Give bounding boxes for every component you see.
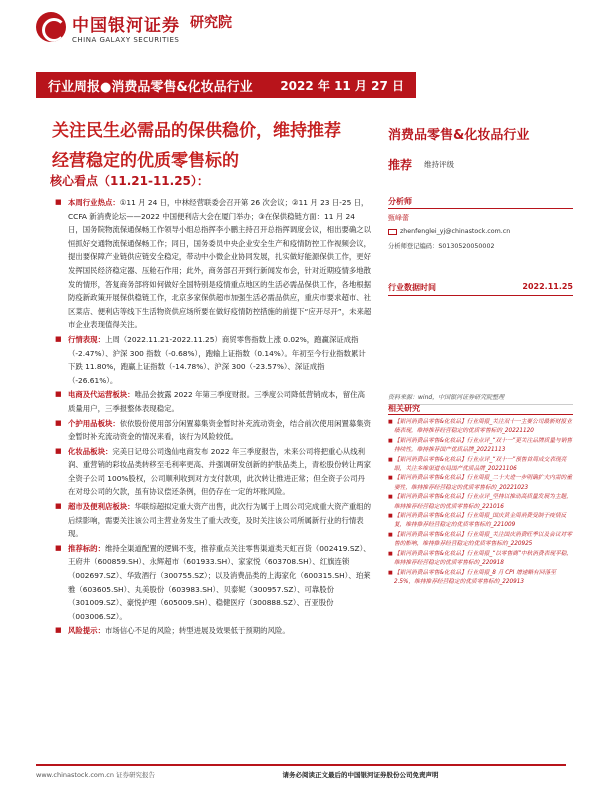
- footer-left[interactable]: www.chinastock.com.cn 证券研究报告: [36, 771, 156, 779]
- paragraph-key: 个护用品板块：: [68, 418, 120, 428]
- analyst-email[interactable]: zhenfenglei_yj@chinastock.com.cn: [400, 228, 511, 235]
- related-item[interactable]: ■ 【银河消费品零售&化妆品】行业周报_关注双十一主要公司最新财报业绩表现，维持推荐经营稳定的优质零售标的_20221120: [388, 418, 574, 437]
- paragraph-text: ①11 月 24 日，中林经营联委会召开第 26 次会议；②11 月 23 日-25 日，CCFA 新消费论坛——2022 中国便利店大会在厦门举办；③在保供稳链方面：11 月 24 日，国务院物流保通保畅工作领导小组总指挥李小鹏主持召开总指挥调度会议，相出要确之以恒抓好交通物流保通保畅工作；同日，国务委员中央企业安全生产和疫情防控工作视频会议，提出要保障产业链供应链安全稳定，带动中小微企业协同发展，扎实做好能源保供工作，更好发挥国民经济稳定器、压舱石作用；此外，商务部召开到行新闻发布会，针对近期疫情多地散发的情形，答复商务部将如何做好全国特别是疫情重点地区的生活必需品保供工作，各地根据防疫新政策开展保供稳链工作，北京多家保供超市加强生活必需品供应，重庆市要求超市、社区菜店、便利店等线下生活物资供应场所要在做好疫情防控措施的前提下“应开尽开”，未来超市企业表现值得关注。: [68, 198, 372, 330]
- paragraph-text: 唯品会披露 2022 年第三季度财报。三季度公司降低营销成本，留住高质量用户，三季报整体表现稳定。: [68, 390, 365, 413]
- analyst-title: 分析师: [388, 197, 412, 206]
- analyst-cert-row: [388, 241, 494, 250]
- rating: [388, 156, 454, 173]
- report-date: 2022 年 11 月 27 日: [280, 78, 404, 93]
- paragraph-key: 推荐标的：: [68, 543, 105, 553]
- paragraph: [54, 542, 372, 624]
- market-title: 行业数据时间: [388, 283, 436, 292]
- related-item[interactable]: ■ 【银河消费品零售&化妆品】行业周报_8 月 CPI 增速略有回落至 2.5%，维持推荐经营稳定的优质零售标的_220913: [388, 569, 574, 588]
- paragraph: [54, 333, 372, 387]
- divider: [388, 208, 573, 209]
- paragraph-key: 超市及便利店板块：: [68, 502, 135, 512]
- logo-en: CHINA GALAXY SECURITIES: [72, 35, 180, 44]
- galaxy-logo-icon: [36, 12, 66, 42]
- paragraph-text: 维持全渠道配置的逻辑不变，推荐重点关注零售渠道类天虹百货（002419.SZ）、王府井（600859.SH）、永辉超市（601933.SH）、家家悦（603708.SH）、红旗连锁（002697.SZ）、华致酒行（300755.SZ）；以及消费品类的上海家化（600315.SH）、珀莱雅（603605.SH）、丸美股份（603983.SH）、贝泰妮（300957.SZ）、可靠股份（301009.SZ）、豪悦护理（605009.SH）、稳健医疗（300888.SZ）、百亚股份（003006.SZ）。: [68, 543, 371, 621]
- divider: [388, 414, 573, 415]
- rating-label: 推荐: [388, 158, 413, 172]
- paragraph: [54, 417, 372, 444]
- paragraph-key: 电商及代运营板块：: [68, 390, 135, 400]
- industry-name: 消费品零售&化妆品行业: [388, 128, 530, 143]
- footer: [36, 764, 566, 779]
- paragraph-text: 市场信心不足的风险；转型进展及效果低于预期的风险。: [104, 626, 290, 636]
- paragraph-text: 华联综超拟定重大资产出售，此次行为属于上周公司完成重大资产重组的后续影响，需要关注该公司主营业务发生了重大改变，及时关注该公司所属新行业的行情表现。: [68, 502, 372, 539]
- title-line-1: 关注民生必需品的保供稳价，维持推荐: [52, 121, 341, 141]
- report-title: [52, 116, 372, 176]
- logo-text: [72, 11, 180, 44]
- footer-disclaimer: 请务必阅读正文最后的中国银河证券股份公司免责声明: [282, 771, 439, 779]
- paragraph-text: 依依股份使用部分闲置募集资金暂时补充流动资金，结合前次使用闲置募集资金暂时补充流动资金的情况来看，该行为风险较低。: [68, 418, 372, 442]
- analyst-email-row: [388, 228, 510, 235]
- logo-sub: 研究院: [190, 15, 232, 31]
- rating-sub: 维持评级: [424, 160, 455, 169]
- paragraph: [54, 196, 372, 332]
- logo-cn: 中国银河证券: [72, 15, 180, 36]
- related-list: [388, 418, 574, 587]
- analyst-name: 甄峰蕾: [388, 214, 409, 222]
- mail-icon: [388, 229, 397, 235]
- main-body: [54, 196, 372, 639]
- paragraph: [54, 624, 372, 638]
- paragraph-key: 风险提示：: [68, 626, 105, 636]
- analyst-cert: 分析师登记编码：S0130520050002: [388, 243, 495, 250]
- paragraph-key: 行情表现：: [68, 334, 105, 344]
- paragraph: [54, 388, 372, 415]
- banner-title: 行业周报●消费品零售&化妆品行业: [48, 79, 253, 95]
- related-item[interactable]: ■ 【银河消费品零售&化妆品】行业周报_二十大进一步明确扩大内需的重要性，维持推荐经营稳定的优质零售标的_20221023: [388, 474, 574, 493]
- related-item[interactable]: ■ 【银河消费品零售&化妆品】行业点评_“双十一”更关注品牌质量与销售持续性，维持推荐国产优质品牌_20221113: [388, 437, 574, 456]
- paragraph-text: 上周（2022.11.21-2022.11.25）商贸零售指数上涨 0.02%，跑赢深证成指（-2.47%）、沪深 300 指数（-0.68%），跑输上证指数（0.14%）。年初至今行业指数累计下跌 11.80%，跑赢上证指数（-14.78%）、沪深 300（-23.57%）、深证成指（-26.61%）。: [68, 334, 366, 385]
- related-item[interactable]: ■ 【银河消费品零售&化妆品】行业周报_关注国庆消费旺季以及会议对零售的影响，维持推荐经营稳定的优质零售标的_220925: [388, 531, 574, 550]
- market-date: 2022.11.25: [522, 282, 573, 291]
- market-data-header: [388, 282, 573, 296]
- paragraph-key: 本周行业热点：: [68, 198, 120, 207]
- related-item[interactable]: ■ 【银河消费品零售&化妆品】行业点评_“双十一”预售首周成交表现亮眼，关注多维渠道布局国产优质品牌_20221106: [388, 456, 574, 475]
- paragraph-key: 化妆品板块：: [68, 446, 113, 456]
- paragraph-text: 完美日记母公司逸仙电商发布 2022 年三季度报告，未来公司将把重心从线利润、重营销的彩妆品类转移至毛利率更高、并强调研发创新的护肤品类上，青松股份转让两家全资子公司 100%股权，公司顺利收到对方支付款项，此次转让推进正常；但全资子公司丹在对母公司的欠款，虽有协议偿还条例，但仍存在一定的坏账风险。: [68, 446, 372, 497]
- related-title: 相关研究: [388, 404, 420, 413]
- paragraph: [54, 500, 372, 541]
- core-points-heading: 核心看点（11.21-11.25）：: [50, 174, 209, 188]
- company-logo: [36, 8, 232, 46]
- related-item[interactable]: ■ 【银河消费品零售&化妆品】行业周报_“以零售商”中秋消费表现平稳，维持推荐经营稳定的优质零售标的_220918: [388, 550, 574, 569]
- banner-tail: [416, 72, 566, 98]
- related-item[interactable]: ■ 【银河消费品零售&化妆品】行业点评_坚持以推动高质量发展为主题，维持推荐经营稳定的优质零售标的_221016: [388, 493, 574, 512]
- related-item[interactable]: ■ 【银河消费品零售&化妆品】行业周报_国庆黄金周消费受制于疫情反复，维持推荐经营稳定的优质零售标的_221009: [388, 512, 574, 531]
- paragraph: [54, 445, 372, 499]
- source-note: 资料来源：wind，中国银河证券研究院整理: [388, 392, 573, 405]
- title-line-2: 经营稳定的优质零售标的: [52, 151, 239, 171]
